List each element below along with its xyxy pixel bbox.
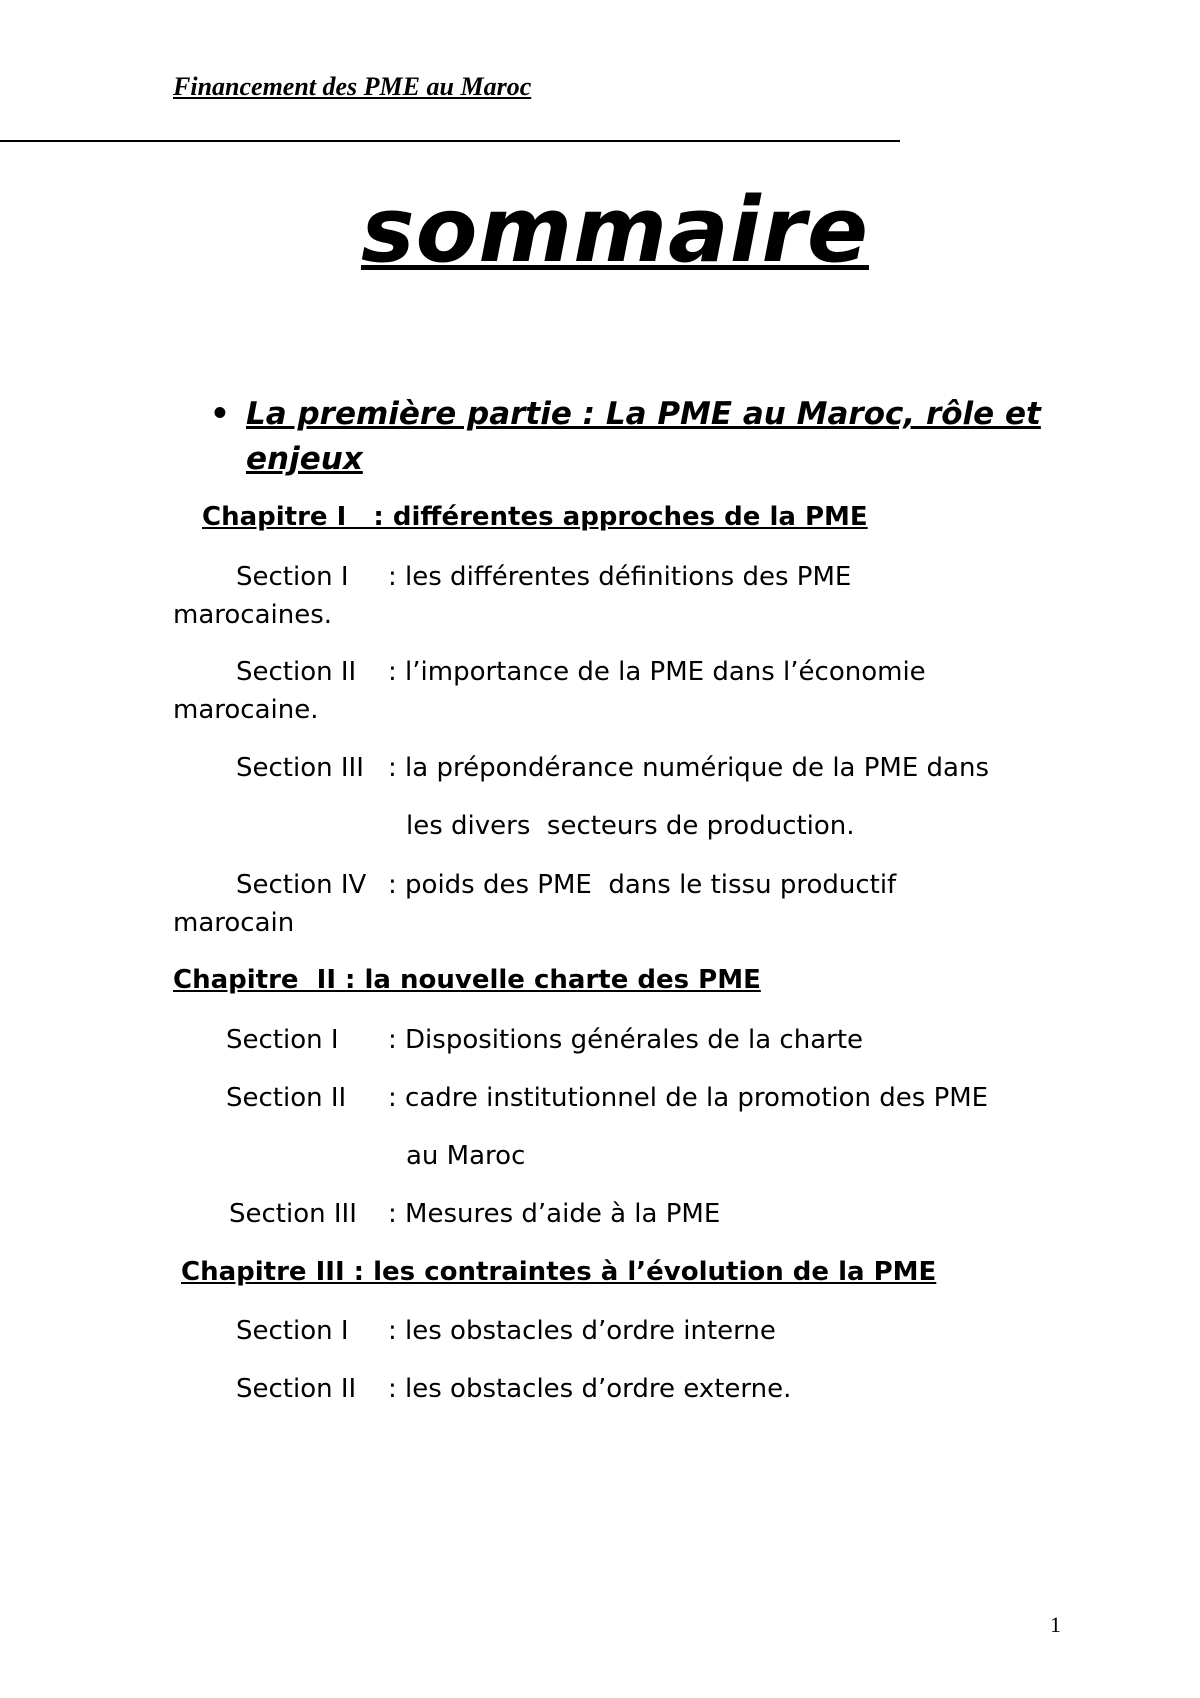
chapter-1-section-1 <box>236 562 373 592</box>
chapter-1-section-4 <box>236 870 375 900</box>
section-text: Dispositions générales de la charte <box>405 1025 864 1055</box>
section-separator: : <box>388 1083 406 1113</box>
section-separator: : <box>388 870 406 900</box>
section-text: les obstacles d’ordre externe. <box>405 1374 792 1404</box>
chapter-2-section-2-continuation: au Maroc <box>406 1141 526 1171</box>
section-label: Section IV <box>236 870 375 900</box>
section-separator: : <box>388 657 406 687</box>
header-rule <box>0 140 900 142</box>
chapter-1-heading: Chapitre I : différentes approches de la PME <box>202 502 868 532</box>
chapter-1-section-4-text <box>388 870 896 900</box>
section-separator: : <box>388 1316 406 1346</box>
chapter-1-section-2-text <box>388 657 926 687</box>
section-text: cadre institutionnel de la promotion des PME <box>405 1083 989 1113</box>
chapter-3-section-2-text <box>388 1374 791 1404</box>
chapter-3-section-1-text <box>388 1316 776 1346</box>
chapter-1-section-4-continuation: marocain <box>173 908 295 938</box>
bullet-icon: • <box>210 396 230 432</box>
section-separator: : <box>388 1025 406 1055</box>
section-label: Section I <box>226 1025 372 1055</box>
section-label: Section III <box>229 1199 374 1229</box>
section-label: Section II <box>226 1083 371 1113</box>
section-text: Mesures d’aide à la PME <box>405 1199 721 1229</box>
chapter-3-section-1 <box>236 1316 373 1346</box>
page-number: 1 <box>1050 1612 1061 1637</box>
chapter-1-section-3-continuation: les divers secteurs de production. <box>406 811 855 841</box>
chapter-1-section-1-text <box>388 562 851 592</box>
section-separator: : <box>388 1374 406 1404</box>
section-separator: : <box>388 1199 406 1229</box>
chapter-2-heading: Chapitre II : la nouvelle charte des PME <box>173 965 761 995</box>
chapter-1-section-2 <box>236 657 373 687</box>
section-separator: : <box>388 753 406 783</box>
page-title: sommaire <box>361 178 869 283</box>
section-separator: : <box>388 562 406 592</box>
chapter-2-section-1-text <box>388 1025 863 1055</box>
section-label: Section I <box>236 1316 374 1346</box>
chapter-1-section-3-text <box>388 753 989 783</box>
section-text: les obstacles d’ordre interne <box>405 1316 776 1346</box>
chapter-3-heading: Chapitre III : les contraintes à l’évolution de la PME <box>181 1257 937 1287</box>
chapter-1-section-2-continuation: marocaine. <box>173 695 319 725</box>
chapter-1-section-3 <box>236 753 372 783</box>
section-label: Section III <box>236 753 373 783</box>
part-heading-text: La première partie : La PME au Maroc, rôle et enjeux <box>246 396 1041 477</box>
chapter-2-section-1 <box>226 1025 372 1055</box>
chapter-2-section-2-text <box>388 1083 988 1113</box>
chapter-1-section-1-continuation: marocaines. <box>173 600 333 630</box>
chapter-2-section-2 <box>226 1083 371 1113</box>
section-text: la prépondérance numérique de la PME dans <box>405 753 990 783</box>
section-label: Section II <box>236 657 373 687</box>
section-text: l’importance de la PME dans l’économie <box>405 657 926 687</box>
part-heading <box>210 392 1050 482</box>
section-text: les différentes définitions des PME <box>405 562 852 592</box>
section-label: Section I <box>236 562 374 592</box>
chapter-2-section-3 <box>229 1199 373 1229</box>
section-label: Section II <box>236 1374 373 1404</box>
running-header: Financement des PME au Maroc <box>173 72 532 101</box>
chapter-2-section-3-text <box>388 1199 720 1229</box>
chapter-3-section-2 <box>236 1374 373 1404</box>
section-text: poids des PME dans le tissu productif <box>405 870 897 900</box>
